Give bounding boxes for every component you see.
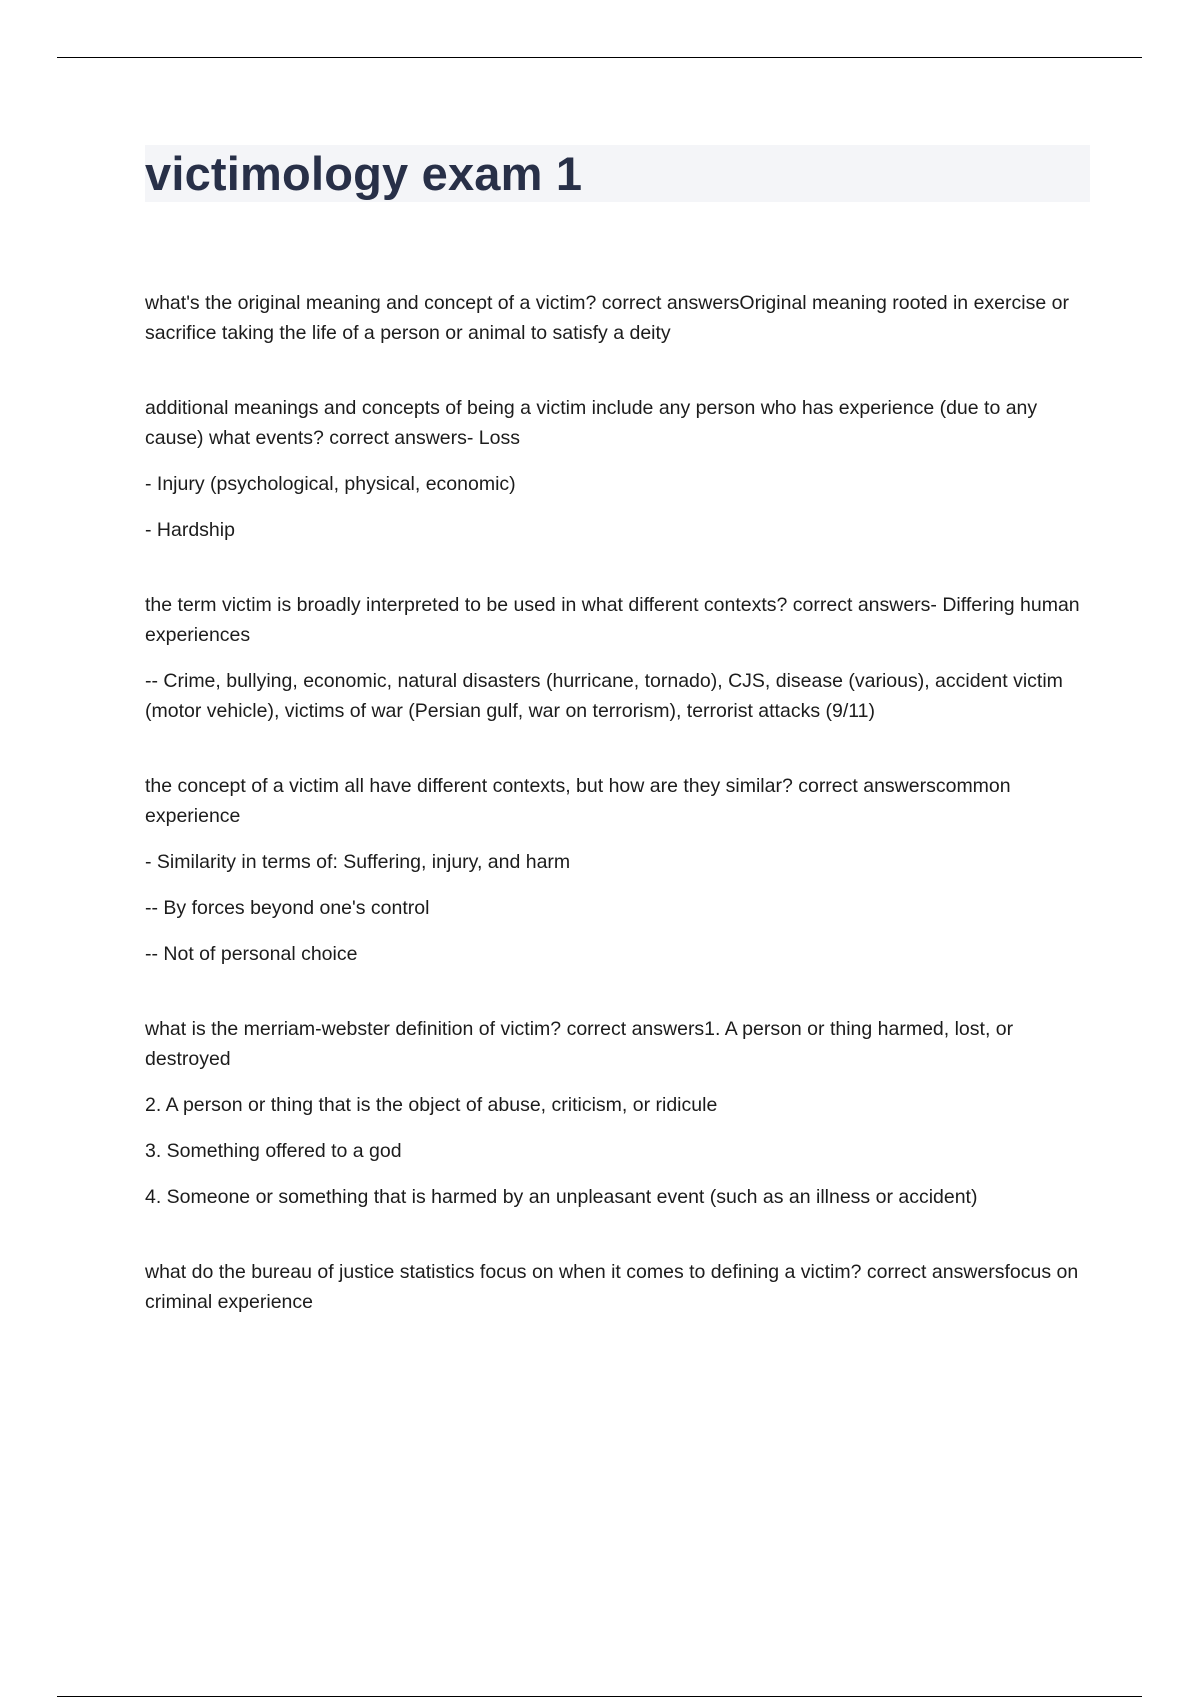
card-text: the concept of a victim all have different contexts, but how are they similar? correct answerscommon experience (145, 775, 1011, 827)
card-text: 2. A person or thing that is the object of abuse, criticism, or ridicule (145, 1094, 718, 1116)
card-text: 3. Something offered to a god (145, 1140, 402, 1162)
top-rule (57, 57, 1142, 58)
card-text: - Hardship (145, 519, 235, 541)
card-text: -- Crime, bullying, economic, natural disasters (hurricane, tornado), CJS, disease (various), accident victim (motor vehicle), victims of war (Persian gulf, war on terrorism), terrorist attacks (9/11) (145, 670, 1063, 722)
card-text: the term victim is broadly interpreted to be used in what different contexts? correct answers- Differing human experiences (145, 594, 1080, 646)
document-body (145, 288, 1090, 1362)
flashcard (145, 1014, 1090, 1212)
card-text: -- By forces beyond one's control (145, 897, 430, 919)
flashcard (145, 1257, 1090, 1317)
card-text: 4. Someone or something that is harmed by an unpleasant event (such as an illness or accident) (145, 1186, 978, 1208)
bottom-rule (57, 1696, 1142, 1697)
flashcard (145, 288, 1090, 348)
card-text: -- Not of personal choice (145, 943, 358, 965)
flashcard (145, 590, 1090, 726)
card-text: what's the original meaning and concept of a victim? correct answersOriginal meaning rooted in exercise or sacrifice taking the life of a person or animal to satisfy a deity (145, 292, 1069, 344)
flashcard (145, 771, 1090, 969)
page-title: victimology exam 1 (145, 147, 583, 200)
flashcard (145, 393, 1090, 545)
card-text: - Similarity in terms of: Suffering, injury, and harm (145, 851, 571, 873)
card-text: - Injury (psychological, physical, economic) (145, 473, 516, 495)
card-text: what is the merriam-webster definition of victim? correct answers1. A person or thing harmed, lost, or destroyed (145, 1018, 1014, 1070)
card-text: additional meanings and concepts of being a victim include any person who has experience (due to any cause) what events? correct answers- Loss (145, 397, 1038, 449)
card-text: what do the bureau of justice statistics focus on when it comes to defining a victim? correct answersfocus on criminal experience (145, 1261, 1079, 1313)
